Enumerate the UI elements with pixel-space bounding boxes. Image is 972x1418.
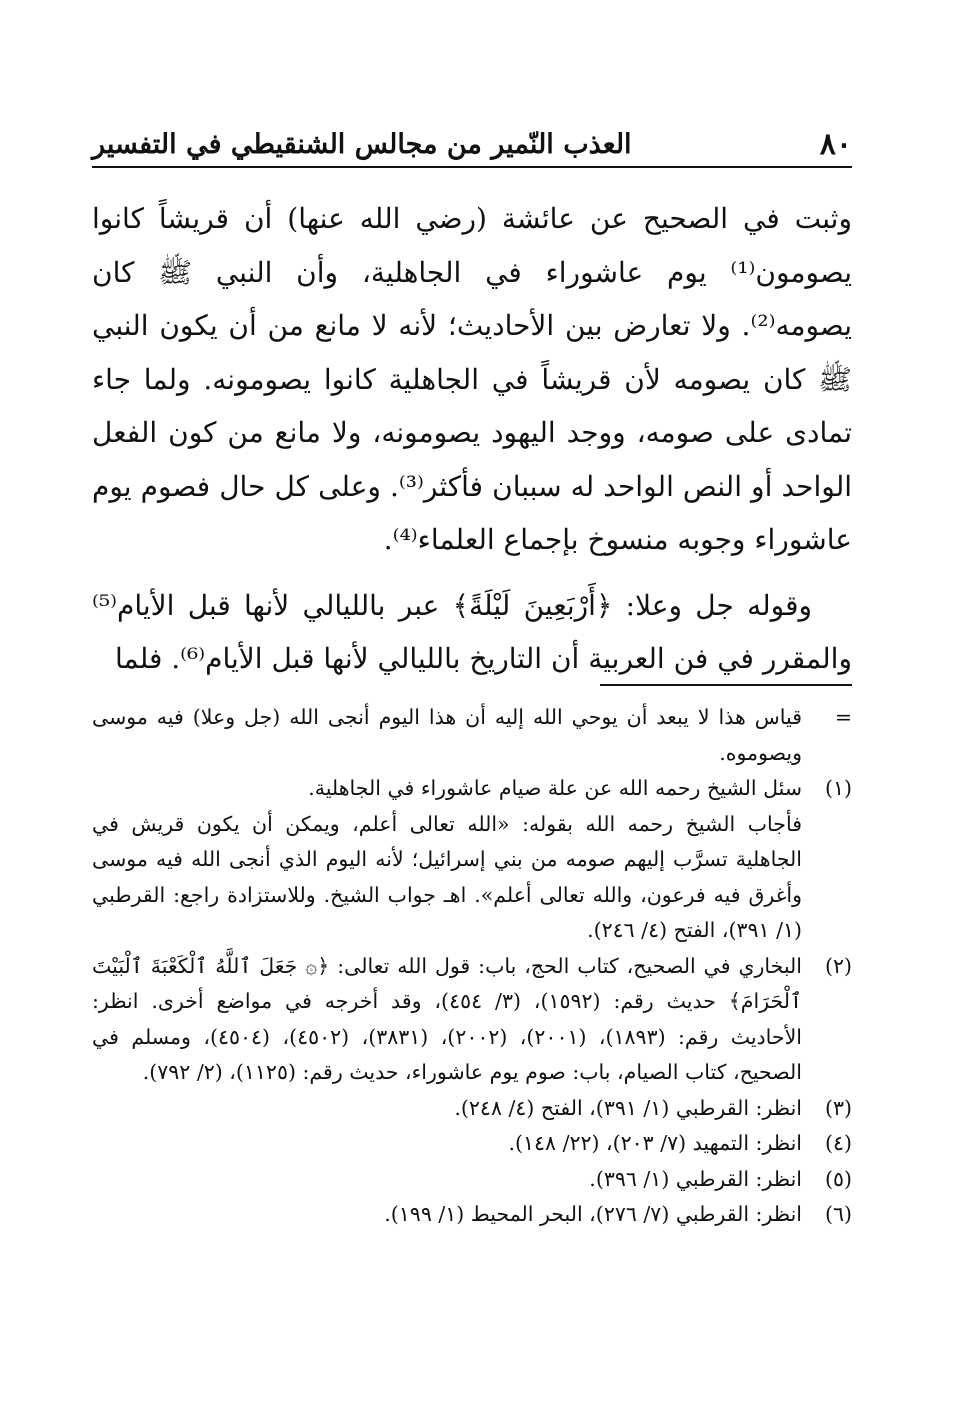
footnote-text — [92, 771, 802, 949]
footnote — [92, 1091, 852, 1127]
footnote-line: فأجاب الشيخ رحمه الله بقوله: «الله تعالى أعلم، ويمكن أن يكون قريش في الجاهلية تسرَّب إليهم صومه من بني إسرائيل؛ لأنه اليوم الذي أنجى الله فيه موسى وأغرق فيه فرعون، والله تعالى أعلم». اهـ جواب الشيخ. وللاستزادة راجع: القرطبي (١/ ٣٩١)، الفتح (٤/ ٢٤٦). — [92, 811, 802, 942]
footnote — [92, 1126, 852, 1162]
header-rule — [92, 166, 852, 168]
footnote-number: (١) — [824, 776, 852, 800]
running-title: العذب النّمير من مجالس الشنقيطي في التفسير — [92, 128, 632, 160]
footnote-line: انظر: القرطبي (١/ ٣٩٦). — [589, 1166, 802, 1191]
footnote-text — [92, 1162, 802, 1198]
continuation-mark: = — [834, 705, 852, 729]
footnote — [92, 949, 852, 1091]
footnote-line: البخاري في الصحيح، كتاب الحج، باب: قول الله تعالى: ﴿۞ جَعَلَ ٱللَّهُ ٱلْكَعْبَةَ ٱلْبَيْتَ ٱلْحَرَامَ﴾ حديث رقم: (١٥٩٢)، (٣/ ٤٥٤)، وقد أخرجه في مواضع أخرى. انظر: الأحاديث رقم: (١٨٩٣)، (٢٠٠١)، (٢٠٠٢)، (٣٨٣١)، (٤٥٠٢)، (٤٥٠٤)، ومسلم في الصحيح، كتاب الصيام، باب: صوم يوم عاشوراء، حديث رقم: (١١٢٥)، (٢/ ٧٩٢). — [92, 953, 802, 1084]
footnote-separator — [600, 684, 852, 686]
footnote-continuation-text: قياس هذا لا يبعد أن يوحي الله إليه أن هذا اليوم أنجى الله (جل وعلا) فيه موسى ويصوموه. — [92, 705, 802, 765]
footnote-line: انظر: القرطبي (٧/ ٢٧٦)، البحر المحيط (١/ ١٩٩). — [384, 1202, 802, 1226]
footnote-list — [92, 771, 852, 1233]
footnote-continuation — [92, 700, 852, 771]
footnote-number: (٦) — [824, 1202, 852, 1226]
page-number: ٨٠ — [819, 126, 852, 162]
footnote-text — [92, 1197, 802, 1233]
footnote-number: (٣) — [824, 1095, 852, 1120]
paragraph-2: وقوله جل وعلا: ﴿أَرْبَعِينَ لَيْلَةً﴾ عبر بالليالي لأنها قبل الأيام⁽⁵⁾ والمقرر في فن العربية أن التاريخ بالليالي لأنها قبل الأيام⁽⁶⁾. فلما — [92, 588, 852, 675]
footnote-text — [92, 949, 802, 1091]
main-text — [92, 192, 852, 686]
paragraph-1: وثبت في الصحيح عن عائشة (رضي الله عنها) أن قريشاً كانوا يصومون⁽¹⁾ يوم عاشوراء في الجاهلية، وأن النبي ﷺ كان يصومه⁽²⁾. ولا تعارض بين الأحاديث؛ لأنه لا مانع من أن يكون النبي ﷺ كان يصومه لأن قريشاً في الجاهلية كانوا يصومونه. ولما جاء تمادى على صومه، ووجد اليهود يصومونه، ولا مانع من كون الفعل الواحد أو النص الواحد له سببان فأكثر⁽³⁾. وعلى كل حال فصوم يوم عاشوراء وجوبه منسوخ بإجماع العلماء⁽⁴⁾. — [92, 202, 853, 556]
footnote-number: (٢) — [824, 953, 852, 978]
footnote-line: انظر: القرطبي (١/ ٣٩١)، الفتح (٤/ ٢٤٨). — [454, 1095, 802, 1120]
footnote — [92, 771, 852, 949]
footnote-text — [92, 1091, 802, 1127]
footnote-number: (٤) — [824, 1131, 852, 1155]
footnote-line: سئل الشيخ رحمه الله عن علة صيام عاشوراء في الجاهلية. — [308, 776, 802, 800]
footnote — [92, 1197, 852, 1233]
footnote-number: (٥) — [824, 1166, 852, 1191]
footnote-line: انظر: التمهيد (٧/ ٢٠٣)، (٢٢/ ١٤٨). — [508, 1131, 802, 1155]
page-header — [92, 120, 852, 168]
footnote-text — [92, 1126, 802, 1162]
footnotes — [92, 700, 852, 1233]
footnote — [92, 1162, 852, 1198]
